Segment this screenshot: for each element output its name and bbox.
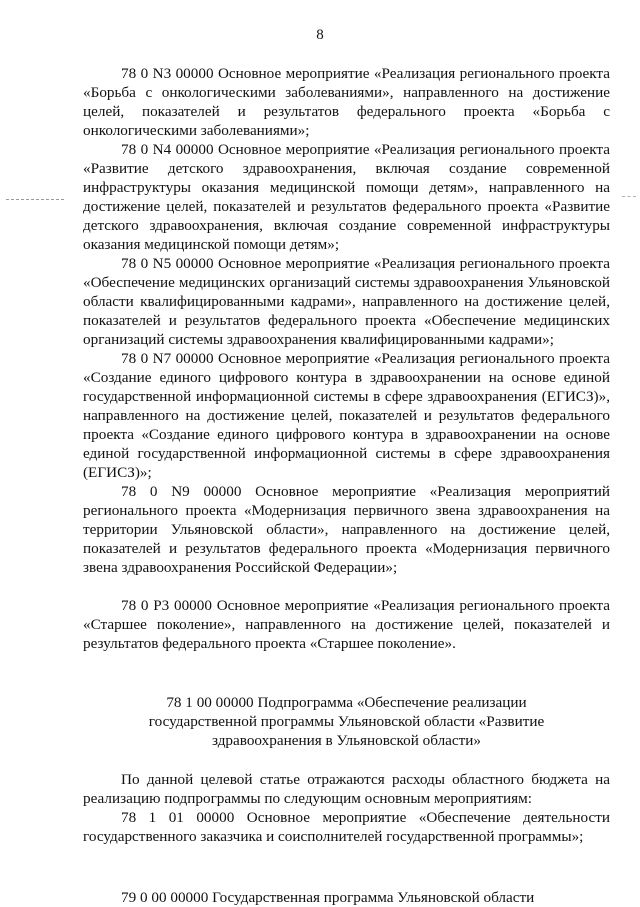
paragraph-78-0-n9: 78 0 N9 00000 Основное мероприятие «Реализация мероприятий регионального проекта «Модернизация первичного звена здравоохранения на территории Ульяновской области», направленного на достижение целей, показателей и результатов федерального проекта «Модернизация первичного звена здравоохранения Российской Федерации»; xyxy=(83,483,610,576)
document-body xyxy=(83,64,610,907)
scan-margin-mark xyxy=(6,199,64,202)
subprogram-intro: По данной целевой статье отражаются расходы областного бюджета на реализацию подпрограммы по следующим основным мероприятиям: xyxy=(83,771,610,807)
footer-program-line: 79 0 00 00000 Государственная программа Ульяновской области xyxy=(121,889,535,906)
scan-margin-mark-right xyxy=(622,196,636,197)
page-number: 8 xyxy=(316,27,324,43)
subprogram-heading: 78 1 00 00000 Подпрограмма «Обеспечение реализации государственной программы Ульяновской области «Развитие здравоохранения в Ульяновской области» xyxy=(148,694,545,749)
paragraph-78-0-n5: 78 0 N5 00000 Основное мероприятие «Реализация регионального проекта «Обеспечение медицинских организаций системы здравоохранения Ульяновской области квалифицированными кадрами», направленного на достижение целей, показателей и результатов федерального проекта «Обеспечение медицинских организаций системы здравоохранения квалифицированными кадрами»; xyxy=(83,255,610,348)
paragraph-78-0-n4: 78 0 N4 00000 Основное мероприятие «Реализация регионального проекта «Развитие детского здравоохранения, включая создание современной инфраструктуры оказания медицинской помощи детям», направленного на достижение целей, показателей и результатов федерального проекта «Развитие детского здравоохранения, включая создание современной инфраструктуры оказания медицинской помощи детям»; xyxy=(83,141,610,253)
paragraph-78-0-n3: 78 0 N3 00000 Основное мероприятие «Реализация регионального проекта «Борьба с онкологическими заболеваниями», направленного на достижение целей, показателей и результатов федерального проекта «Борьба с онкологическими заболеваниями»; xyxy=(83,65,610,139)
paragraph-78-0-n7: 78 0 N7 00000 Основное мероприятие «Реализация регионального проекта «Создание единого цифрового контура в здравоохранении на основе единой государственной информационной системы в сфере здравоохранения (ЕГИСЗ)», направленного на достижение целей, показателей и результатов федерального проекта «Создание единого цифрового контура в здравоохранении на основе единой государственной информационной системы в сфере здравоохранения (ЕГИСЗ)»; xyxy=(83,350,610,481)
subprogram-item-78-1-01: 78 1 01 00000 Основное мероприятие «Обеспечение деятельности государственного заказчика и соисполнителей государственной программы»; xyxy=(83,809,610,845)
paragraph-78-0-p3: 78 0 P3 00000 Основное мероприятие «Реализация регионального проекта «Старшее поколение», направленного на достижение целей, показателей и результатов федерального проекта «Старшее поколение». xyxy=(83,597,610,652)
